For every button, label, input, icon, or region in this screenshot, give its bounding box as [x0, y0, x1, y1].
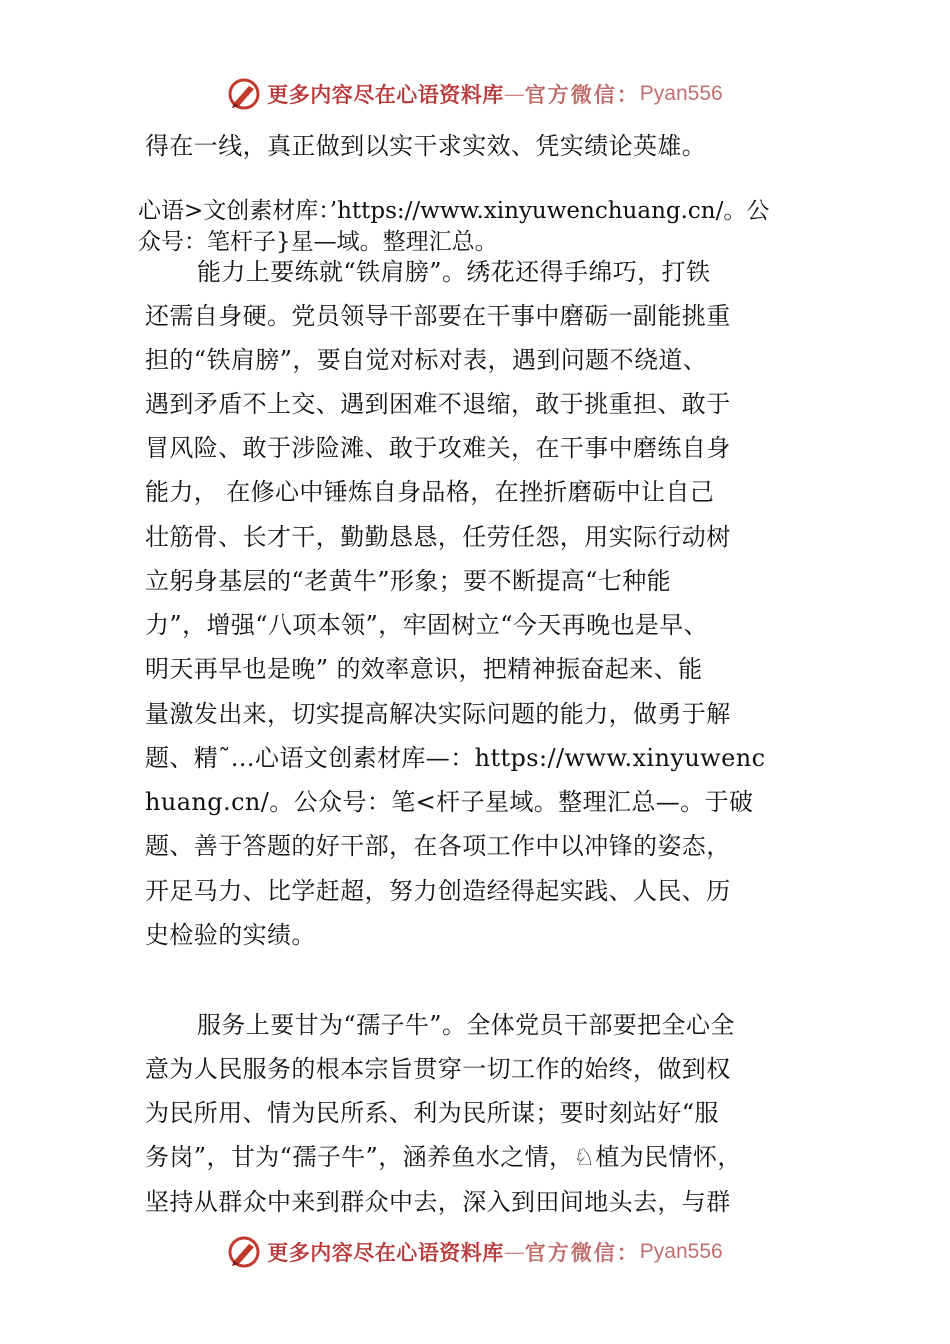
text-line: 还需自身硬。党员领导干部要在干事中磨砺一副能挑重	[145, 302, 731, 330]
banner-wechat-label: 官方微信：	[524, 82, 640, 107]
text-line: 得在一线，真正做到以实干求实效、凭实绩论英雄。	[145, 132, 707, 160]
text-line: 立躬身基层的“老黄牛”形象；要不断提高“七种能	[145, 567, 672, 595]
text-line: 担的“铁肩膀”，要自觉对标对表，遇到问题不绕道、	[145, 346, 708, 374]
pen-logo-icon	[227, 1235, 261, 1269]
text-line: 史检验的实绩。	[145, 921, 316, 949]
text-line: 量激发出来，切实提高解决实际问题的能力，做勇于解	[145, 700, 731, 728]
pen-logo-icon	[227, 77, 261, 111]
banner-title: 更多内容尽在心语资料库	[267, 1240, 504, 1265]
text-line: 务岗”，甘为“孺子牛”，涵养鱼水之情，♘植为民情怀，	[145, 1143, 742, 1171]
banner-wechat-id: Pyan556	[639, 1240, 723, 1263]
header-banner	[0, 74, 950, 114]
banner-wechat-id: Pyan556	[639, 82, 723, 105]
footer-banner	[0, 1232, 950, 1272]
text-line: 力”，增强“八项本领”，牢固树立“今天再晚也是早、	[145, 611, 709, 639]
text-line: 为民所用、情为民所系、利为民所谋；要时刻站好“服	[145, 1099, 719, 1127]
banner-separator: —	[503, 1240, 525, 1264]
text-line: 明天再早也是晚” 的效率意识，把精神振奋起来、能	[145, 655, 703, 683]
source-line: 众号：笔杆子}星—域。整理汇总。	[138, 229, 498, 255]
text-line: 冒风险、敢于涉险滩、敢于攻难关，在干事中磨练自身	[145, 434, 731, 462]
text-line: 题、精˜…心语文创素材库—：https://www.xinyuwenc	[145, 744, 766, 772]
text-line: 遇到矛盾不上交、遇到困难不退缩，敢于挑重担、敢于	[145, 390, 731, 418]
banner-separator: —	[503, 82, 525, 106]
text-line: 坚持从群众中来到群众中去，深入到田间地头去，与群	[145, 1188, 731, 1216]
paragraph-first-line: 服务上要甘为“孺子牛”。全体党员干部要把全心全	[197, 1011, 735, 1039]
banner-title: 更多内容尽在心语资料库	[267, 82, 504, 107]
text-line: 能力， 在修心中锤炼自身品格，在挫折磨砺中让自己	[145, 478, 715, 506]
text-line: huang.cn/。公众号：笔<杆子星域。整理汇总—。于破	[145, 788, 754, 816]
source-line: 心语>文创素材库：’https://www.xinyuwenchuang.cn/。公	[138, 198, 770, 224]
text-line: 题、善于答题的好干部，在各项工作中以冲锋的姿态，	[145, 832, 731, 860]
banner-wechat-label: 官方微信：	[524, 1240, 640, 1265]
paragraph-first-line: 能力上要练就“铁肩膀”。绣花还得手绵巧，打铁	[197, 258, 711, 286]
text-line: 意为人民服务的根本宗旨贯穿一切工作的始终，做到权	[145, 1055, 731, 1083]
text-line: 壮筋骨、长才干，勤勤恳恳，任劳任怨，用实际行动树	[145, 523, 731, 551]
text-line: 开足马力、比学赶超，努力创造经得起实践、人民、历	[145, 877, 731, 905]
